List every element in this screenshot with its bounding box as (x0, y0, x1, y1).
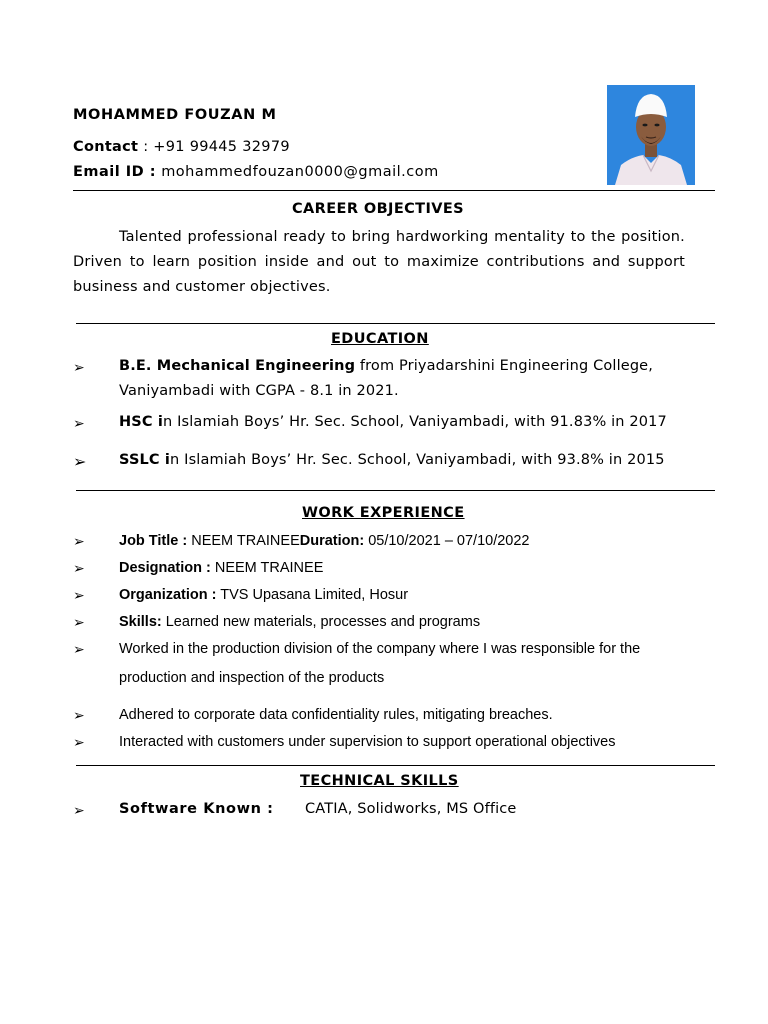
divider (76, 323, 715, 324)
education-detail: n Islamiah Boys’ Hr. Sec. School, Vaniyambadi, with 93.8% in 2015 (170, 452, 665, 468)
email-value: mohammedfouzan0000@gmail.com (161, 164, 439, 180)
bullet-arrow-icon: ➢ (73, 708, 85, 724)
work-designation (119, 560, 323, 576)
bullet-arrow-icon: ➢ (73, 416, 85, 432)
contact-value: +91 99445 32979 (153, 139, 290, 155)
skills-label: Skills: (119, 614, 162, 630)
career-paragraph (73, 225, 685, 300)
bullet-arrow-icon: ➢ (73, 588, 85, 604)
education-heading: EDUCATION (331, 331, 429, 347)
divider (76, 490, 715, 491)
skills-value: Learned new materials, processes and programs (161, 614, 481, 630)
bullet-arrow-icon: ➢ (73, 561, 85, 577)
education-detail: from Priyadarshini Engineering College, (355, 358, 654, 374)
bullet-arrow-icon: ➢ (73, 534, 85, 550)
work-point-production: Worked in the production division of the company where I was responsible for the (119, 641, 641, 657)
education-detail: n Islamiah Boys’ Hr. Sec. School, Vaniyambadi, with 91.83% in 2017 (163, 414, 667, 430)
software-known (119, 801, 274, 817)
skills-heading: TECHNICAL SKILLS (300, 773, 459, 789)
organization-label: Organization : (119, 587, 217, 603)
duration-label: Duration: (299, 533, 365, 549)
candidate-name: MOHAMMED FOUZAN M (73, 107, 277, 123)
bullet-arrow-icon: ➢ (73, 803, 85, 819)
email-label: Email ID : (73, 164, 157, 180)
designation-label: Designation : (119, 560, 211, 576)
software-label: Software Known : (119, 801, 274, 817)
education-item-sslc (119, 452, 665, 468)
designation-value: NEEM TRAINEE (210, 560, 324, 576)
education-item-hsc (119, 414, 667, 430)
duration-value: 05/10/2021 – 07/10/2022 (364, 533, 530, 549)
education-item-be (119, 358, 653, 374)
profile-photo (607, 85, 695, 185)
job-title-value: NEEM TRAINEE (187, 533, 300, 549)
contact-label: Contact (73, 139, 139, 155)
education-item-be-line2: Vaniyambadi with CGPA - 8.1 in 2021. (119, 383, 399, 399)
education-degree: SSLC i (119, 452, 171, 468)
bullet-arrow-icon: ➢ (73, 642, 85, 658)
work-point-production-line2: production and inspection of the products (119, 670, 385, 686)
software-value: CATIA, Solidworks, MS Office (305, 801, 517, 817)
education-degree: HSC i (119, 414, 163, 430)
work-heading: WORK EXPERIENCE (302, 505, 465, 521)
work-skills (119, 614, 480, 630)
contact-line: Contact : +91 99445 32979 (73, 139, 290, 155)
education-degree: B.E. Mechanical Engineering (119, 358, 356, 374)
career-heading: CAREER OBJECTIVES (292, 201, 465, 217)
bullet-arrow-icon: ➢ (73, 735, 85, 751)
bullet-arrow-icon: ➢ (73, 452, 87, 471)
divider (76, 765, 715, 766)
profile-photo-illustration (607, 85, 695, 185)
bullet-arrow-icon: ➢ (73, 360, 85, 376)
job-title-label: Job Title : (119, 533, 188, 549)
email-line (73, 164, 439, 180)
divider (73, 190, 715, 191)
career-text: Talented professional ready to bring hardworking mentality to the position. Driven to learn position inside and out to maximize contributions and support business and customer objectives. (73, 229, 685, 295)
bullet-arrow-icon: ➢ (73, 615, 85, 631)
work-point-customers: Interacted with customers under supervision to support operational objectives (119, 734, 616, 750)
work-organization (119, 587, 408, 603)
work-job-title (119, 533, 529, 549)
organization-value: TVS Upasana Limited, Hosur (216, 587, 409, 603)
work-point-confidentiality: Adhered to corporate data confidentiality rules, mitigating breaches. (119, 707, 553, 723)
